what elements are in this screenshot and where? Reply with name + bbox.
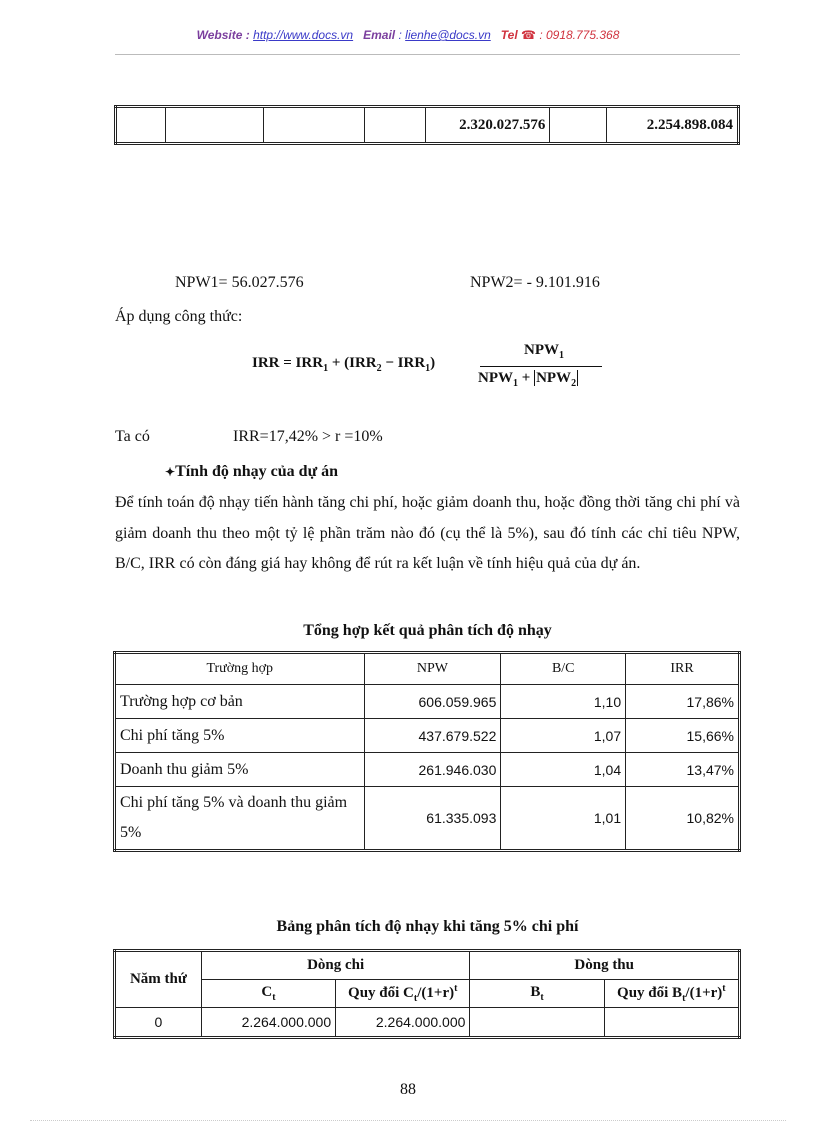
irr-cell: 15,66% <box>626 719 740 753</box>
column-header: B/C <box>501 653 626 685</box>
table-row <box>115 1008 740 1038</box>
year-cell: 0 <box>115 1008 202 1038</box>
irr-cell: 17,86% <box>626 685 740 719</box>
revenue-group-header: Dòng thu <box>470 951 740 980</box>
bt-discounted-header: Quy đổi $B_t/(1+r)^t$ <box>604 980 739 1008</box>
formula-numerator: $NPW_1$ <box>524 342 564 361</box>
fraction-bar <box>480 366 602 367</box>
ct-discounted-cell: 2.264.000.000 <box>336 1008 470 1038</box>
npw2-text: NPW2= - 9.101.916 <box>470 274 600 291</box>
bt-discounted-cell <box>604 1008 739 1038</box>
table-cell <box>116 107 166 144</box>
case-cell: Chi phí tăng 5% và doanh thu giảm 5% <box>115 787 365 851</box>
sensitivity-paragraph: Để tính toán độ nhạy tiến hành tăng chi phí, hoặc giảm doanh thu, hoặc đồng thời tăng chi phí và giảm doanh thu theo một tỷ lệ phần trăm nào đó (cụ thể là 5%), sau đó tính các chỉ tiêu NPW, B/C, IRR có còn đáng giá hay không để rút ra kết luận về tính hiệu quả của dự án. <box>115 494 740 572</box>
sensitivity-heading-text: Tính độ nhạy của dự án <box>175 463 339 480</box>
bc-cell: 1,07 <box>501 719 626 753</box>
year-header: Năm thứ <box>115 951 202 1008</box>
table-row <box>115 787 740 851</box>
npw-cell: 437.679.522 <box>364 719 501 753</box>
case-cell: Trường hợp cơ bản <box>115 685 365 719</box>
column-header: IRR <box>626 653 740 685</box>
formula-denominator: $NPW_1 + NPW_2$ <box>478 370 577 389</box>
npw-cell: 606.059.965 <box>364 685 501 719</box>
page-number: 88 <box>400 1081 416 1098</box>
footer-divider <box>30 1120 786 1121</box>
irr-formula <box>252 342 612 394</box>
case-cell: Doanh thu giảm 5% <box>115 753 365 787</box>
npw1-text: NPW1= 56.027.576 <box>175 274 304 291</box>
cost-table-title: Bảng phân tích độ nhạy khi tăng 5% chi phí <box>276 918 579 935</box>
cost-sensitivity-table <box>113 949 741 1039</box>
bc-cell: 1,04 <box>501 753 626 787</box>
table-row <box>115 753 740 787</box>
formula-lhs: IRR = $IRR_1 + (IRR_2 - IRR_1)$ <box>252 355 436 374</box>
table-cell <box>364 107 425 144</box>
tel-value: : 0918.775.368 <box>539 28 620 42</box>
bc-cell: 1,10 <box>501 685 626 719</box>
ta-co-value: IRR=17,42% > r =10% <box>233 428 383 445</box>
website-link[interactable]: http://www.docs.vn <box>253 28 354 42</box>
summary-table <box>113 651 741 852</box>
bt-cell <box>470 1008 604 1038</box>
column-header: Trường hợp <box>115 653 365 685</box>
table-cell <box>165 107 264 144</box>
ct-discounted-header: Quy đổi $C_t/(1+r)^t$ <box>336 980 470 1008</box>
email-link[interactable]: lienhe@docs.vn <box>405 28 491 42</box>
table-row <box>116 107 739 144</box>
summary-table-title: Tổng hợp kết quả phân tích độ nhạy <box>303 622 552 639</box>
header-divider <box>115 54 740 55</box>
table-header-row <box>115 653 740 685</box>
table-row <box>115 719 740 753</box>
irr-cell: 10,82% <box>626 787 740 851</box>
irr-cell: 13,47% <box>626 753 740 787</box>
column-header: NPW <box>364 653 501 685</box>
bullet-icon: ✦ <box>165 465 176 479</box>
tel-label: Tel <box>500 28 518 42</box>
npw-cell: 61.335.093 <box>364 787 501 851</box>
sensitivity-heading <box>165 463 338 481</box>
email-label: Email <box>363 28 396 42</box>
bt-header: $B_t$ <box>470 980 604 1008</box>
apply-formula-text: Áp dụng công thức: <box>115 308 243 325</box>
cost-group-header: Dòng chi <box>201 951 470 980</box>
phone-icon: ☎ <box>521 28 536 42</box>
table-header-row <box>115 951 740 980</box>
table-row <box>115 685 740 719</box>
page-header <box>0 28 816 42</box>
top-value-2: 2.254.898.084 <box>607 107 739 144</box>
top-value-1: 2.320.027.576 <box>425 107 550 144</box>
website-label: Website : <box>196 28 250 42</box>
continued-table-row <box>114 105 740 145</box>
table-subheader-row <box>115 980 740 1008</box>
ta-co-label: Ta có <box>115 428 150 445</box>
ct-header: $C_t$ <box>201 980 335 1008</box>
ct-cell: 2.264.000.000 <box>201 1008 335 1038</box>
table-cell <box>264 107 365 144</box>
email-separator: : <box>398 28 402 42</box>
case-cell: Chi phí tăng 5% <box>115 719 365 753</box>
table-cell <box>550 107 607 144</box>
npw-cell: 261.946.030 <box>364 753 501 787</box>
bc-cell: 1,01 <box>501 787 626 851</box>
